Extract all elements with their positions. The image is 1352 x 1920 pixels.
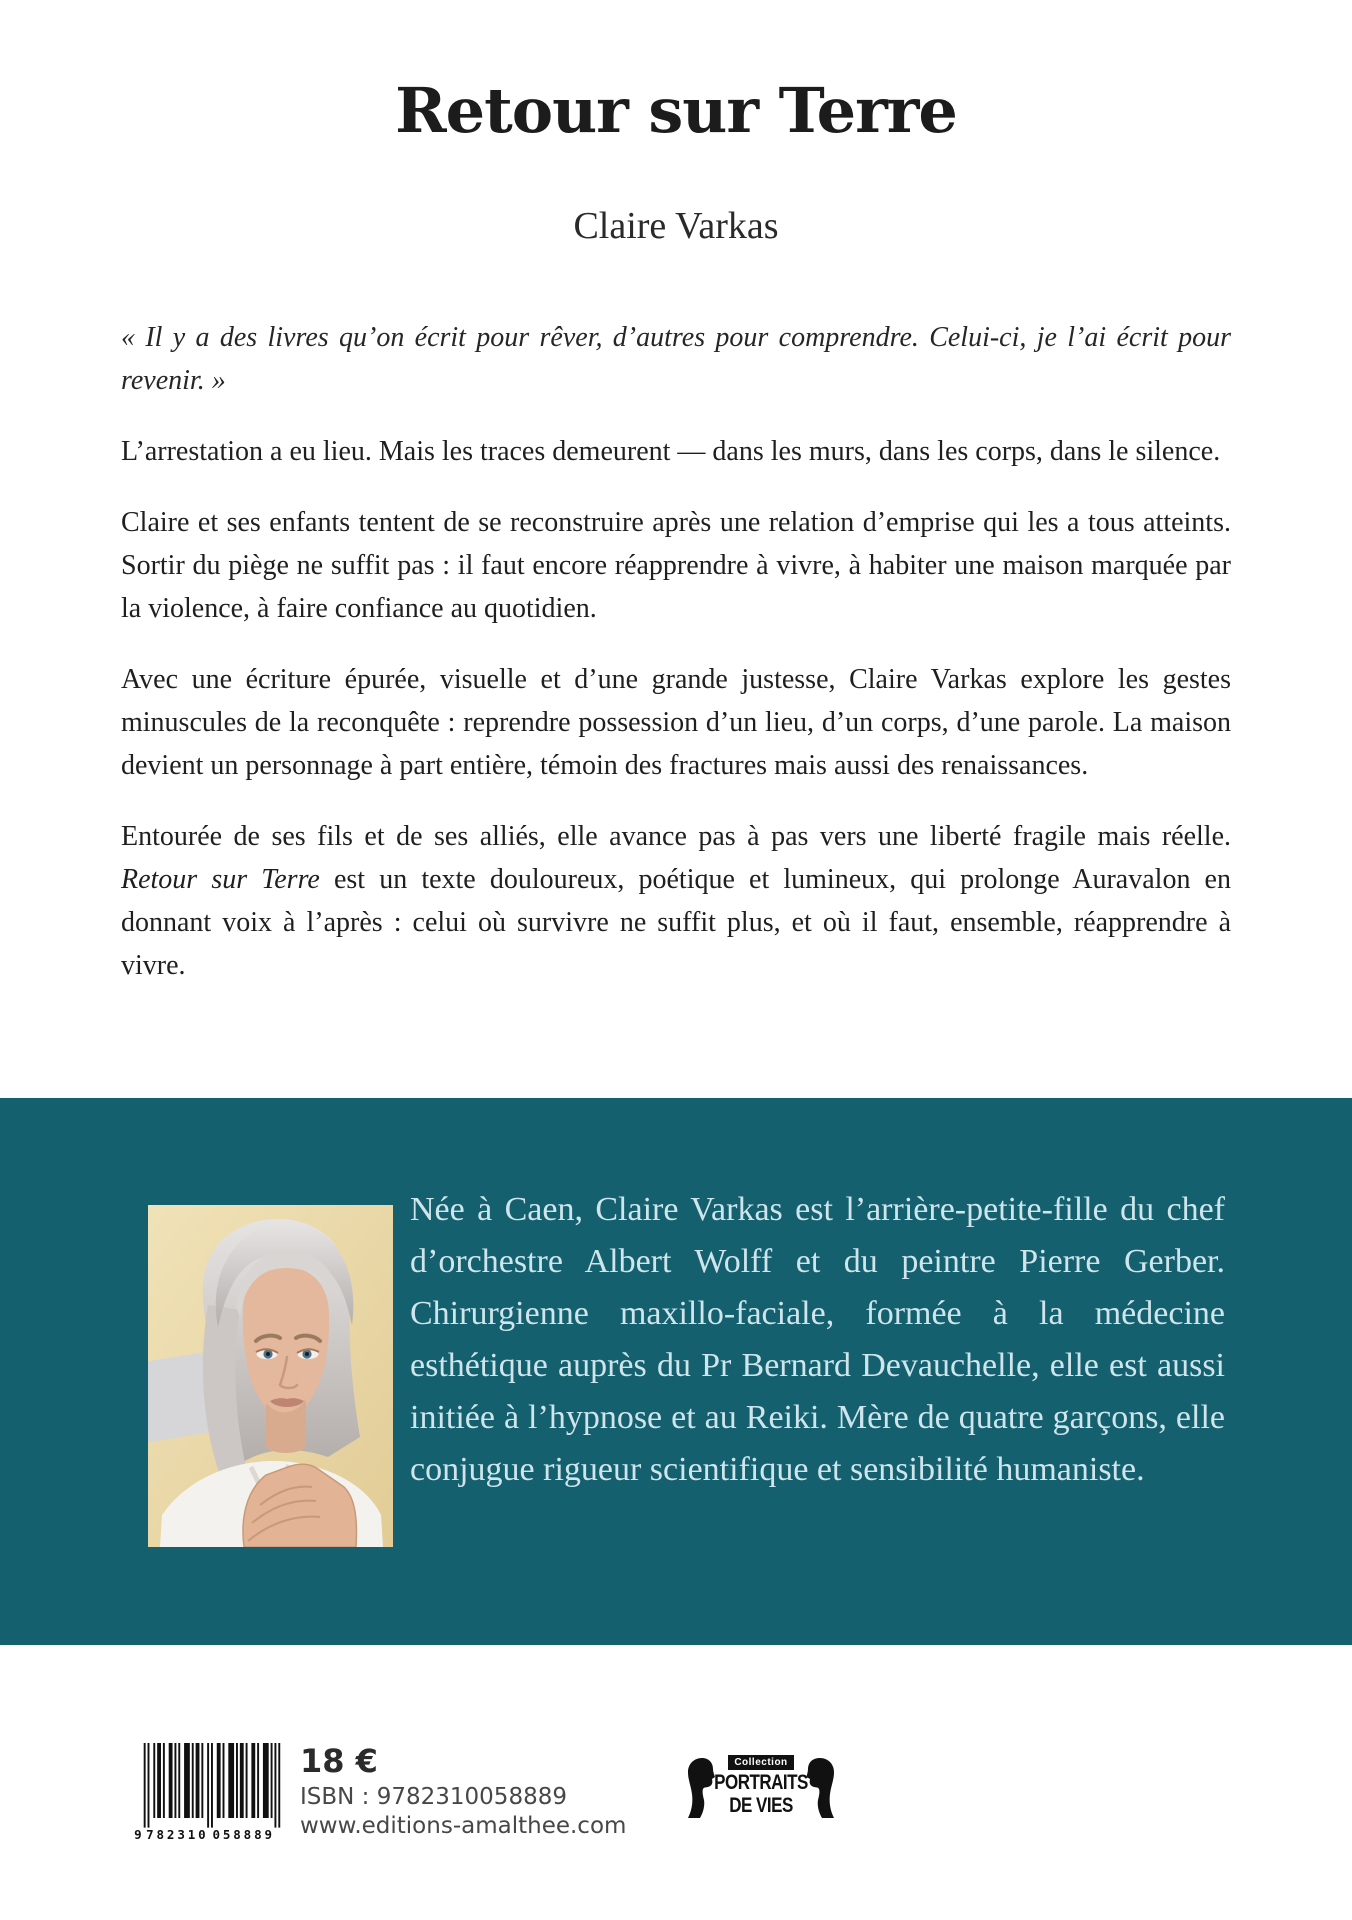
author-portrait-photo bbox=[148, 1205, 393, 1547]
synopsis-paragraph: Avec une écriture épurée, visuelle et d’une grande justesse, Claire Varkas explore les gestes minuscules de la reconquête : reprendre possession d’un lieu, d’un corps, d’une parole. La maison devient un personnage à part entière, témoin des fractures mais aussi des renaissances. bbox=[121, 664, 1231, 781]
synopsis-paragraph: Claire et ses enfants tentent de se reconstruire après une relation d’emprise qui les a tous atteints. Sortir du piège ne suffit pas : il faut encore réapprendre à vivre, à habiter une maison marquée par la violence, à faire confiance au quotidien. bbox=[121, 507, 1231, 624]
ean13-barcode-icon bbox=[133, 1743, 289, 1843]
barcode bbox=[133, 1743, 289, 1843]
price: 18 € bbox=[300, 1742, 378, 1780]
barcode-lead-digit: 9 bbox=[134, 1827, 142, 1843]
publisher-info bbox=[300, 1743, 626, 1841]
synopsis-paragraph: L’arrestation a eu lieu. Mais les traces demeurent — dans les murs, dans les corps, dans le silence. bbox=[121, 436, 1221, 467]
inline-book-title: Retour sur Terre bbox=[121, 864, 320, 895]
publisher-website: www.editions-amalthee.com bbox=[300, 1813, 627, 1839]
collection-logo-text bbox=[714, 1755, 808, 1817]
synopsis-text: Entourée de ses fils et de ses alliés, elle avance pas à pas vers une liberté fragile mais réelle. bbox=[121, 821, 1231, 852]
author-bio-band bbox=[0, 1098, 1352, 1645]
epigraph-quote: « Il y a des livres qu’on écrit pour rêver, d’autres pour comprendre. Celui-ci, je l’ai écrit pour revenir. » bbox=[121, 322, 1231, 396]
book-title: Retour sur Terre bbox=[395, 74, 957, 147]
male-profile-silhouette-icon bbox=[806, 1755, 836, 1821]
synopsis bbox=[121, 316, 1231, 1015]
synopsis-text: est un texte douloureux, poétique et lumineux, qui prolonge Auravalon en donnant voix à l’après : celui où survivre ne suffit plus, et où il faut, ensemble, réapprendre à vivre. bbox=[121, 864, 1231, 981]
collection-logo bbox=[686, 1755, 836, 1821]
collection-title-line1: PORTRAITS bbox=[714, 1770, 808, 1794]
barcode-digits-left: 782310 bbox=[146, 1827, 209, 1843]
female-profile-silhouette-icon bbox=[686, 1755, 716, 1821]
portrait-illustration bbox=[148, 1205, 393, 1547]
author-name: Claire Varkas bbox=[573, 205, 779, 247]
collection-title-line2: DE VIES bbox=[729, 1793, 793, 1817]
synopsis-paragraph bbox=[121, 815, 1231, 987]
footer bbox=[0, 1645, 1352, 1920]
barcode-digits-right: 058889 bbox=[212, 1827, 275, 1843]
author-bio-text: Née à Caen, Claire Varkas est l’arrière-petite-fille du chef d’orchestre Albert Wolff et du peintre Pierre Gerber. Chirurgienne maxillo-faciale, formée à la médecine esthétique auprès du Pr Bernard Devauchelle, elle est aussi initiée à l’hypnose et au Reiki. Mère de quatre garçons, elle conjugue rigueur scientifique et sensibilité humaniste. bbox=[410, 1191, 1225, 1488]
isbn: ISBN : 9782310058889 bbox=[300, 1784, 567, 1810]
collection-badge: Collection bbox=[728, 1755, 793, 1770]
